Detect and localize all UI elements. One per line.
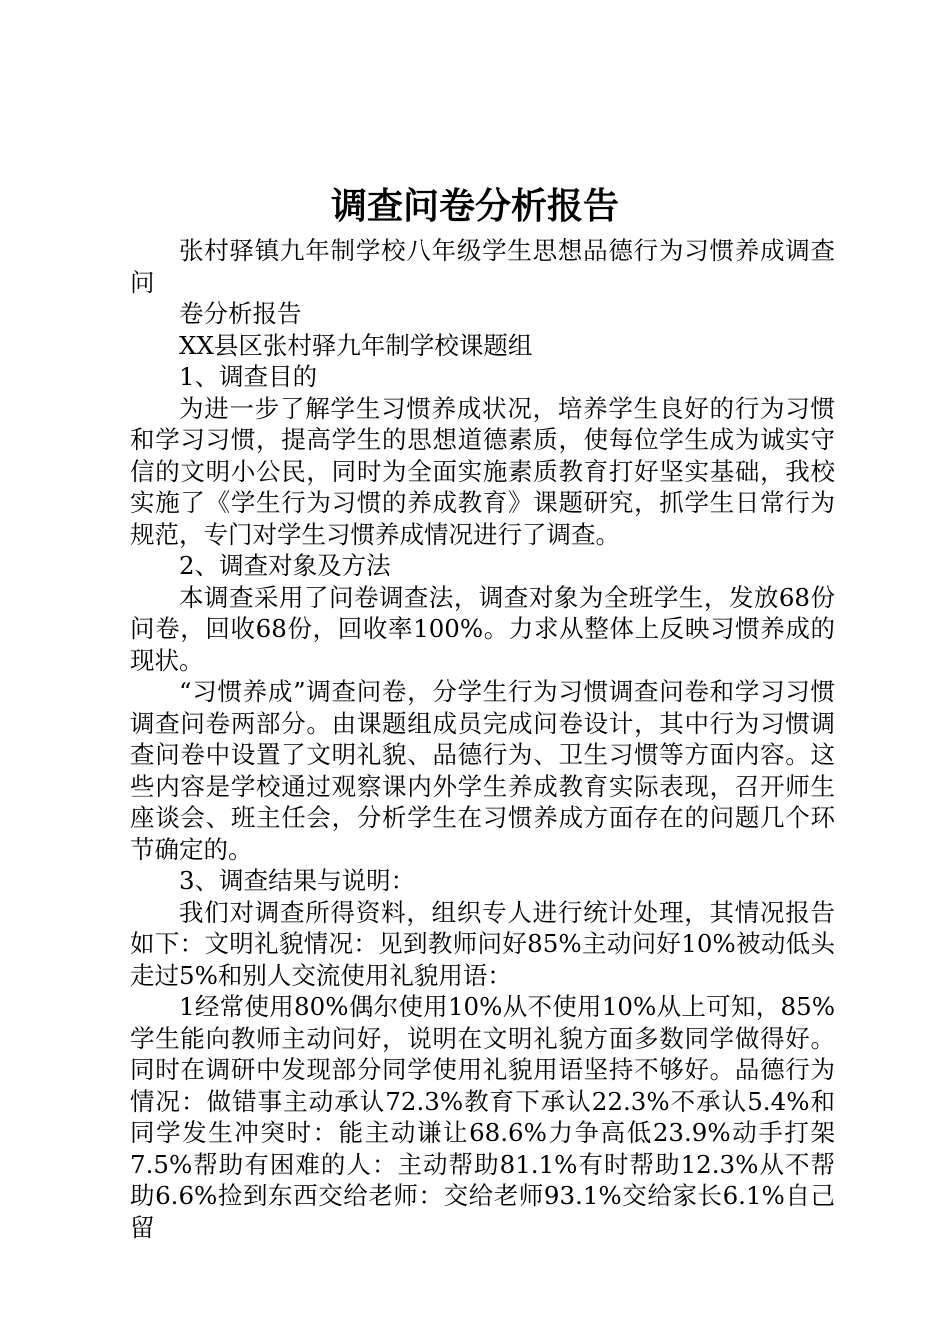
paragraph-subtitle-line-2: 卷分析报告 <box>179 299 302 328</box>
paragraph-author: XX县区张村驿九年制学校课题组 <box>179 330 533 360</box>
section-heading-subjects-methods: 2、调查对象及方法 <box>179 551 391 580</box>
document-title: 调查问卷分析报告 <box>330 186 619 227</box>
document-body <box>130 235 835 1243</box>
paragraph-questionnaire: “习惯养成”调查问卷，分学生行为习惯调查问卷和学习习惯调查问卷两部分。由课题组成员完成问卷设计，其中行为习惯调查问卷中设置了文明礼貌、品德行为、卫生习惯等方面内容。这些内容是学校通过观察课内外学生养成教育实际表现，召开师生座谈会、班主任会，分析学生在习惯养成方面存在的问题几个环节确定的。 <box>130 677 835 864</box>
section-heading-purpose: 1、调查目的 <box>179 362 318 391</box>
paragraph-purpose: 为进一步了解学生习惯养成状况，培养学生良好的行为习惯和学习习惯，提高学生的思想道德素质，使每位学生成为诚实守信的文明小公民，同时为全面实施素质教育打好坚实基础，我校实施了《学生行为习惯的养成教育》课题研究，抓学生日常行为规范，专门对学生习惯养成情况进行了调查。 <box>130 393 835 549</box>
paragraph-results-intro: 我们对调查所得资料，组织专人进行统计处理，其情况报告如下：文明礼貌情况：见到教师问好85%主动问好10%被动低头走过5%和别人交流使用礼貌用语： <box>130 897 835 990</box>
paragraph-results-detail: 1经常使用80%偶尔使用10%从不使用10%从上可知，85%学生能向教师主动问好，说明在文明礼貌方面多数同学做得好。同时在调研中发现部分同学使用礼貌用语坚持不够好。品德行为情况：做错事主动承认72.3%教育下承认22.3%不承认5.4%和同学发生冲突时：能主动谦让68.6%力争高低23.9%动手打架7.5%帮助有困难的人：主动帮助81.1%有时帮助12.3%从不帮助6.6%捡到东西交给老师：交给老师93.1%交给家长6.1%自己留 <box>130 992 835 1242</box>
paragraph-subtitle-line-1: 张村驿镇九年制学校八年级学生思想品德行为习惯养成调查问 <box>130 236 835 297</box>
section-heading-results: 3、调查结果与说明： <box>179 866 416 895</box>
paragraph-methods: 本调查采用了问卷调查法，调查对象为全班学生，发放68份问卷，回收68份，回收率100%。力求从整体上反映习惯养成的现状。 <box>130 582 835 675</box>
